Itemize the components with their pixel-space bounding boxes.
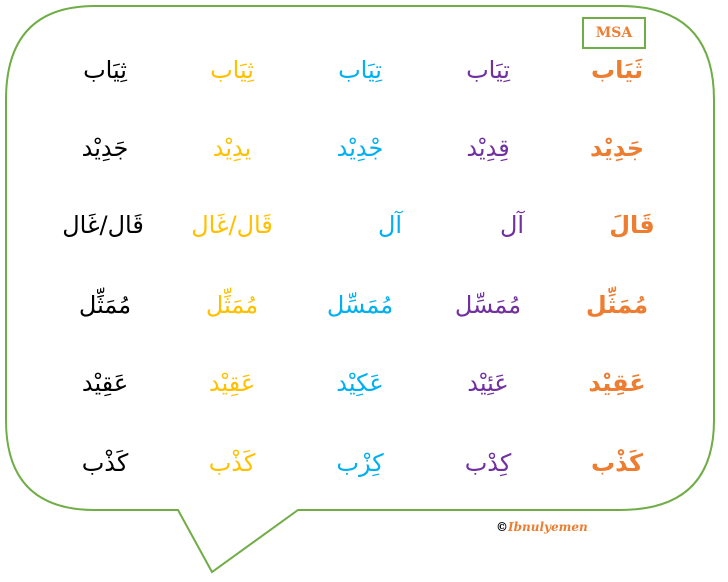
word-r2-c2: قِدِيْد xyxy=(466,134,510,162)
word-r6-c3: كِزْب xyxy=(336,449,384,477)
word-r5-c2: عَئِيْد xyxy=(467,369,509,397)
word-r5-c1: عَقِيْد xyxy=(588,369,646,397)
word-r4-c4: مُمَثِّل xyxy=(205,291,259,319)
word-r1-c4: ثِيَاب xyxy=(210,56,254,84)
word-r4-c2: مُمَسِّل xyxy=(454,291,522,319)
word-r6-c1: كَذْب xyxy=(591,449,643,477)
word-r5-c4: عَقِيْد xyxy=(208,369,256,397)
copyright-symbol: © xyxy=(496,520,508,534)
copyright-name: Ibnulyemen xyxy=(508,520,588,534)
word-r1-c1: ثَيَاب xyxy=(591,56,643,84)
word-r3-c1: قَالَ xyxy=(609,211,655,239)
word-r4-c5: مُمَثِّل xyxy=(78,291,132,319)
msa-label-box xyxy=(582,17,646,49)
word-r2-c4: يدِيْد xyxy=(212,134,252,162)
copyright-notice xyxy=(496,520,588,534)
word-r1-c2: تِيَاب xyxy=(466,56,510,84)
word-r1-c5: ثِيَاب xyxy=(83,56,127,84)
word-r2-c5: جَدِيْد xyxy=(81,134,129,162)
word-r4-c3: مُمَسِّل xyxy=(326,291,394,319)
word-r1-c3: تِيَاب xyxy=(338,56,382,84)
word-r4-c1: مُمَثِّل xyxy=(585,291,649,319)
word-r2-c3: جْدِيْد xyxy=(336,134,384,162)
word-r6-c5: كَذْب xyxy=(81,449,129,477)
word-r3-c4: قَال/غَال xyxy=(191,211,273,239)
speech-bubble-border xyxy=(6,6,714,572)
word-r6-c4: كَذْب xyxy=(208,449,256,477)
word-r2-c1: جَدِيْد xyxy=(589,134,645,162)
msa-label: MSA xyxy=(595,25,633,41)
word-r3-c2: آل xyxy=(499,211,525,239)
word-r5-c5: عَقِيْد xyxy=(81,369,129,397)
word-r5-c3: عَكِيْد xyxy=(336,369,384,397)
word-r3-c5: قَال/غَال xyxy=(62,211,144,239)
word-r6-c2: كِدْب xyxy=(464,449,512,477)
word-r3-c3: آل xyxy=(377,211,403,239)
